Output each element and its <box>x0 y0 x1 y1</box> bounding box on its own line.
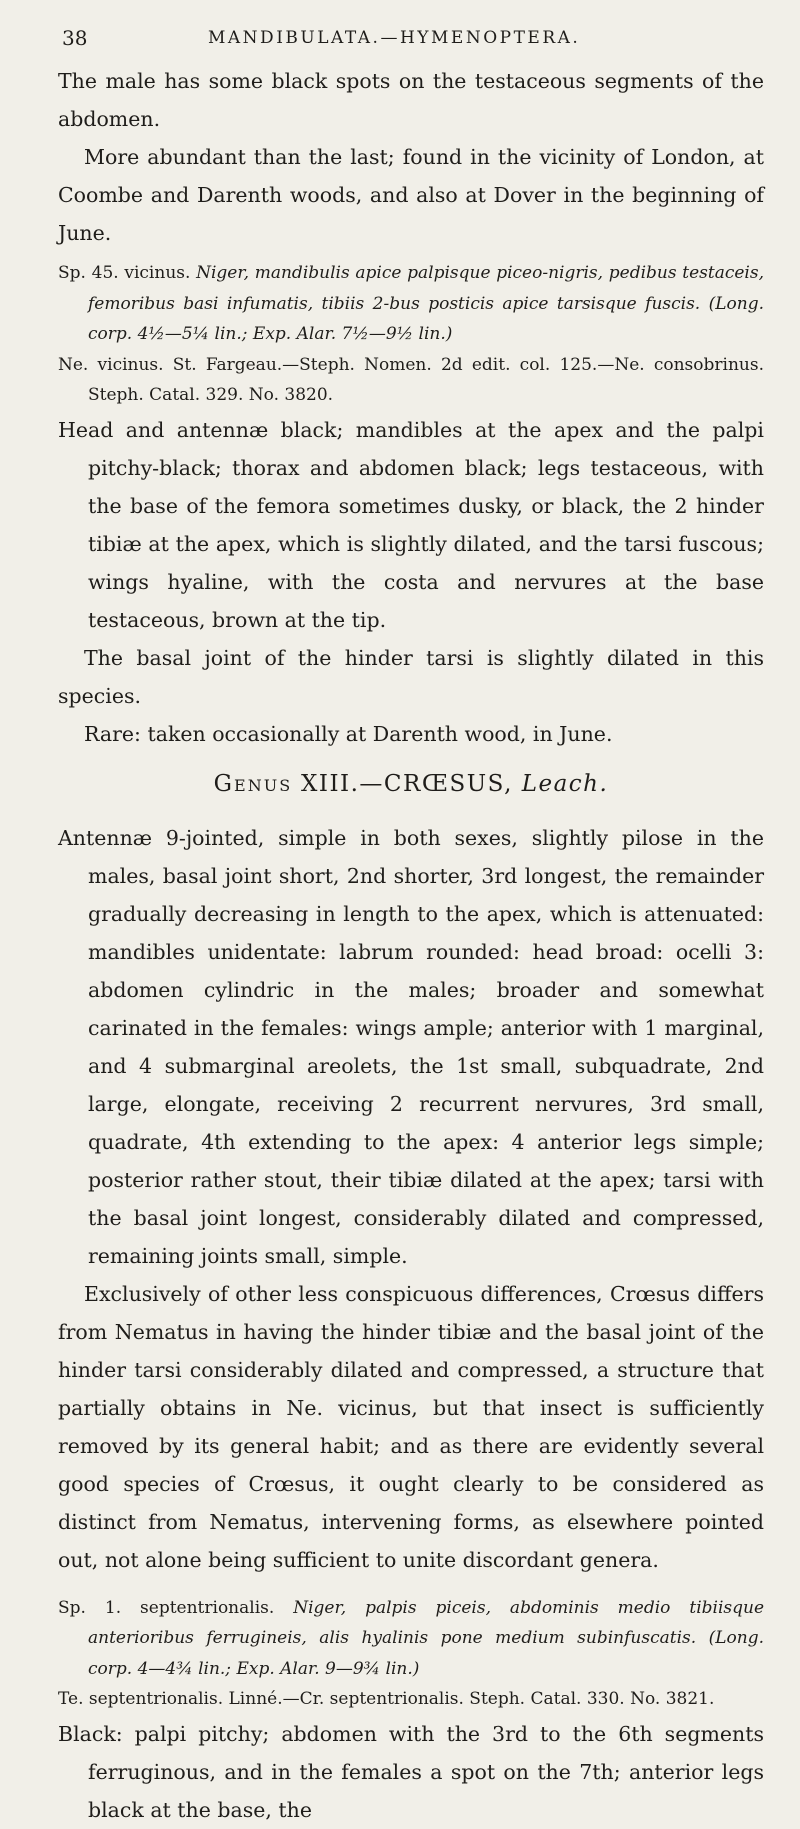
species-45-synonymy: Ne. vicinus. St. Fargeau.—Steph. Nomen. 2d edit. col. 125.—Ne. consobrinus. Steph. Catal. 329. No. 3820. <box>58 354 764 405</box>
species-45-description: Head and antennæ black; mandibles at the apex and the palpi pitchy-black; thorax and abdomen black; legs testaceous, with the base of the femora sometimes dusky, or black, the 2 hinder tibiæ at the apex, which is slightly dilated, and the tarsi fuscous; wings hyaline, with the costa and nervures at the base testaceous, brown at the tip. <box>58 417 764 632</box>
species-1-latin: Niger, palpis piceis, abdominis medio tibiisque anterioribus ferrugineis, alis hyalinis pone medium subinfuscatis. (Long. corp. 4—4¾ lin.; Exp. Alar. 9—9¾ lin.) <box>88 1597 765 1679</box>
species-1-number: Sp. 1. septentrionalis. <box>58 1597 275 1618</box>
species-1-description: Black: palpi pitchy; abdomen with the 3rd to the 6th segments ferruginous, and in the females a spot on the 7th; anterior legs black at the base, the <box>58 1721 764 1822</box>
species-45-rarity: Rare: taken occasionally at Darenth wood, in June. <box>84 721 613 746</box>
paragraph-male-note: The male has some black spots on the testaceous segments of the abdomen. <box>58 69 764 131</box>
species-45-diagnosis <box>58 258 764 350</box>
species-45-latin: Niger, mandibulis apice palpisque piceo-nigris, pedibus testaceis, femoribus basi infumatis, tibiis 2-bus posticis apice tarsisque fuscis. (Long. corp. 4½—5¼ lin.; Exp. Alar. 7½—9½ lin.) <box>88 263 764 344</box>
paragraph-habitat: More abundant than the last; found in the vicinity of London, at Coombe and Darenth woods, and also at Dover in the beginning of June. <box>58 145 764 245</box>
genus-word: Genus <box>213 770 293 797</box>
species-45-number: Sp. 45. vicinus. <box>58 263 191 283</box>
genus-name: XIII.—CRŒSUS, <box>300 770 513 797</box>
genus-characters: Antennæ 9-jointed, simple in both sexes, slightly pilose in the males, basal joint short, 2nd shorter, 3rd longest, the remainder gradually decreasing in length to the apex, which is attenuated: mandibles unidentate: labrum rounded: head broad: ocelli 3: abdomen cylindric in the males; broader and somewhat carinated in the females: wings ample; anterior with 1 marginal, and 4 submarginal areolets, the 1st small, subquadrate, 2nd large, elongate, receiving 2 recurrent nervures, 3rd small, quadrate, 4th extending to the apex: 4 anterior legs simple; posterior rather stout, their tibiæ dilated at the apex; tarsi with the basal joint longest, considerably dilated and compressed, remaining joints small, simple. <box>58 825 764 1268</box>
genus-discussion: Exclusively of other less conspicuous differences, Crœsus differs from Nematus in having the hinder tibiæ and the basal joint of the hinder tarsi considerably dilated and compressed, a structure that partially obtains in Ne. vicinus, but that insect is sufficiently removed by its general habit; and as there are evidently several good species of Crœsus, it ought clearly to be considered as distinct from Nematus, intervening forms, as elsewhere pointed out, not alone being sufficient to unite discordant genera. <box>58 1281 764 1572</box>
genus-heading <box>58 771 764 797</box>
species-1-synonymy: Te. septentrionalis. Linné.—Cr. septentrionalis. Steph. Catal. 330. No. 3821. <box>58 1689 715 1709</box>
genus-author: Leach. <box>521 770 609 797</box>
page-number: 38 <box>62 26 88 50</box>
running-title: MANDIBULATA.—HYMENOPTERA. <box>208 28 581 48</box>
species-45-note: The basal joint of the hinder tarsi is slightly dilated in this species. <box>58 645 764 708</box>
species-1-diagnosis <box>58 1593 764 1685</box>
running-head <box>58 22 764 62</box>
